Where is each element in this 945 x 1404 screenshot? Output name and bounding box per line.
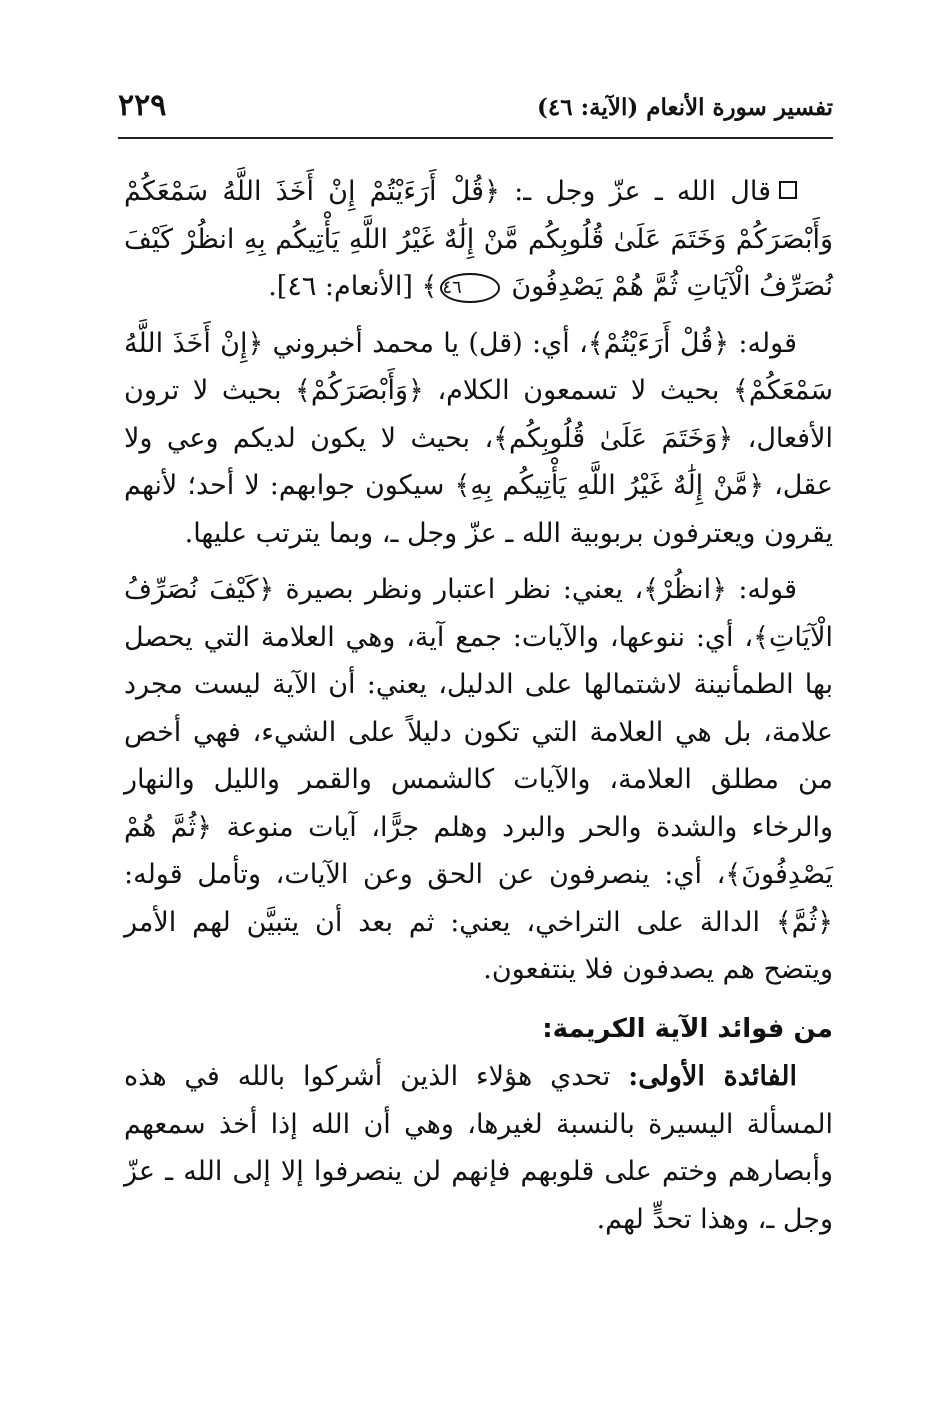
verse-prefix: قال الله ـ عزّ وجل ـ: xyxy=(514,176,771,207)
benefit-label: الفائدة الأولى: xyxy=(628,1061,797,1092)
commentary-paragraph-1: قوله: ﴿قُلْ أَرَءَيْتُمْ﴾، أي: (قل) يا محمد أخبروني ﴿إِنْ أَخَذَ اللَّهُ سَمْعَكُمْ﴾ بحيث لا تسمعون الكلام، ﴿وَأَبْصَرَكُمْ﴾ بحيث لا ترون الأفعال، ﴿وَخَتَمَ عَلَىٰ قُلُوبِكُم﴾، بحيث لا يكون لديكم وعي ولا عقل، ﴿مَّنْ إِلَٰهٌ غَيْرُ اللَّهِ يَأْتِيكُم بِهِ﴾ سيكون جوابهم: لا أحد؛ لأنهم يقرون ويعترفون بربوبية الله ـ عزّ وجل ـ، وبما يترتب عليها. xyxy=(124,327,833,549)
header-rule xyxy=(118,137,833,139)
verse-paragraph xyxy=(124,168,833,311)
verse-close-bracket: ﴾ xyxy=(421,271,438,302)
page-body xyxy=(124,168,833,1243)
section-heading: من فوائد الآية الكريمة: xyxy=(542,1013,833,1044)
page-number: ٢٢٩ xyxy=(118,88,167,123)
benefit-paragraph-1 xyxy=(124,1053,833,1243)
running-header xyxy=(118,88,833,132)
verse-citation: [الأنعام: ٤٦]. xyxy=(268,271,413,302)
quran-verse: ﴿قُلْ أَرَءَيْتُمْ إِنْ أَخَذَ اللَّهُ سَمْعَكُمْ وَأَبْصَرَكُمْ وَخَتَمَ عَلَىٰ قُلُوبِكُم مَّنْ إِلَٰهٌ غَيْرُ اللَّهِ يَأْتِيكُم بِهِ انظُرْ كَيْفَ نُصَرِّفُ الْآيَاتِ ثُمَّ هُمْ يَصْدِفُونَ xyxy=(124,176,833,302)
running-title: تفسير سورة الأنعام (الآية: ٤٦) xyxy=(537,94,833,121)
ayah-number-marker: ٤٦ xyxy=(440,273,499,303)
commentary-paragraph-2: قوله: ﴿انظُرْ﴾، يعني: نظر اعتبار ونظر بصيرة ﴿كَيْفَ نُصَرِّفُ الْآيَاتِ﴾، أي: ننوعها، والآيات: جمع آية، وهي العلامة التي يحصل بها الطمأنينة لاشتمالها على الدليل، يعني: أن الآية ليست مجرد علامة، بل هي العلامة التي تكون دليلاً على الشيء، فهي أخص من مطلق العلامة، والآيات كالشمس والقمر والليل والنهار والرخاء والشدة والحر والبرد وهلم جرًّا، آيات منوعة ﴿ثُمَّ هُمْ يَصْدِفُونَ﴾، أي: ينصرفون عن الحق وعن الآيات، وتأمل قوله: ﴿ثُمَّ﴾ الدالة على التراخي، يعني: ثم بعد أن يتبيَّن لهم الأمر ويتضح هم يصدفون فلا ينتفعون. xyxy=(124,574,833,985)
benefit-text: تحدي هؤلاء الذين أشركوا بالله في هذه المسألة اليسيرة بالنسبة لغيرها، وهي أن الله إذا أخذ سمعهم وأبصارهم وختم على قلوبهم فإنهم لن ينصرفوا إلا إلى الله ـ عزّ وجل ـ، وهذا تحدٍّ لهم. xyxy=(124,1061,833,1235)
square-bullet-icon xyxy=(779,181,797,199)
